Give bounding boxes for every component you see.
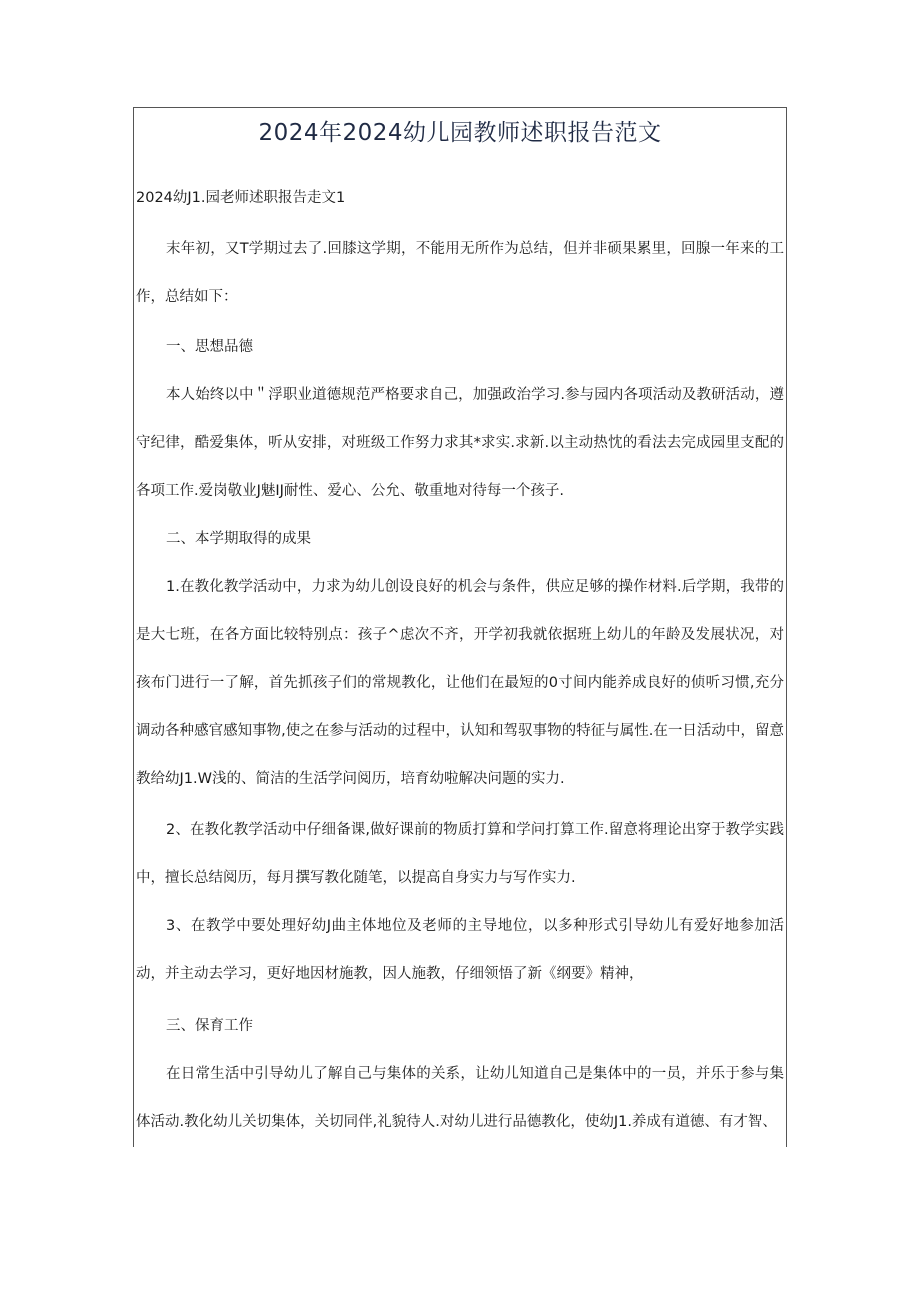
section3-paragraph: 在日常生活中引导幼儿了解自己与集体的关系，让幼儿知道自己是集体中的一员，并乐于参与集体活动.教化幼儿关切集体，关切同伴,礼貌待人.对幼儿进行品德教化，使幼J1.养成有道德、有才智、 <box>136 1066 784 1130</box>
section3-heading: 三、保育工作 <box>166 1018 253 1034</box>
document-subtitle: 2024幼J1.园老师述职报告走文1 <box>136 190 346 206</box>
section2-item2-paragraph: 2、在教化教学活动中仔细备课,做好课前的物质打算和学问打算工作.留意将理论出穿于教学实践中，擅长总结阅历，每月撰写教化随笔，以提高自身实力与写作实力. <box>136 822 784 886</box>
section2-item1-paragraph: 1.在教化教学活动中，力求为幼儿创设良好的机会与条件，供应足够的操作材料.后学期，我带的是大七班，在各方面比较特别点：孩子^虑次不齐，开学初我就依据班上幼儿的年龄及发展状况，对孩布门进行一了解，首先抓孩子们的常规教化，让他们在最短的0寸间内能养成良好的侦听习惯,充分调动各种感官感知事物,使之在参与活动的过程中，认知和驾驭事物的特征与属性.在一日活动中，留意教给幼J1.W浅的、简洁的生活学问阅历，培育幼啦解决问题的实力. <box>136 579 784 787</box>
section2-heading: 二、本学期取得的成果 <box>166 531 311 547</box>
section1-heading: 一、思想品德 <box>166 339 253 355</box>
intro-paragraph: 末年初，又T学期过去了.回膝这学期，不能用无所作为总结，但并非硕果累里，回腺一年来的工作，总结如下： <box>136 241 784 305</box>
section2-item3-paragraph: 3、在教学中要处理好幼J曲主体地位及老师的主导地位，以多种形式引导幼儿有爱好地参加活动，并主动去学习，更好地因材施教，因人施教，仔细领悟了新《纲要》精神， <box>136 918 784 982</box>
document-title: 2024年2024幼儿园教师述职报告范文 <box>258 120 662 146</box>
section1-paragraph: 本人始终以中＂浮职业道德规范严格要求自己，加强政治学习.参与园内各项活动及教研活动，遵守纪律，酷爱集体，听从安排，对班级工作努力求其*求实.求新.以主动热忱的看法去完成园里支配的各项工作.爱岗敬业J魅IJ耐性、爱心、公允、敬重地对待每一个孩子. <box>136 387 784 499</box>
